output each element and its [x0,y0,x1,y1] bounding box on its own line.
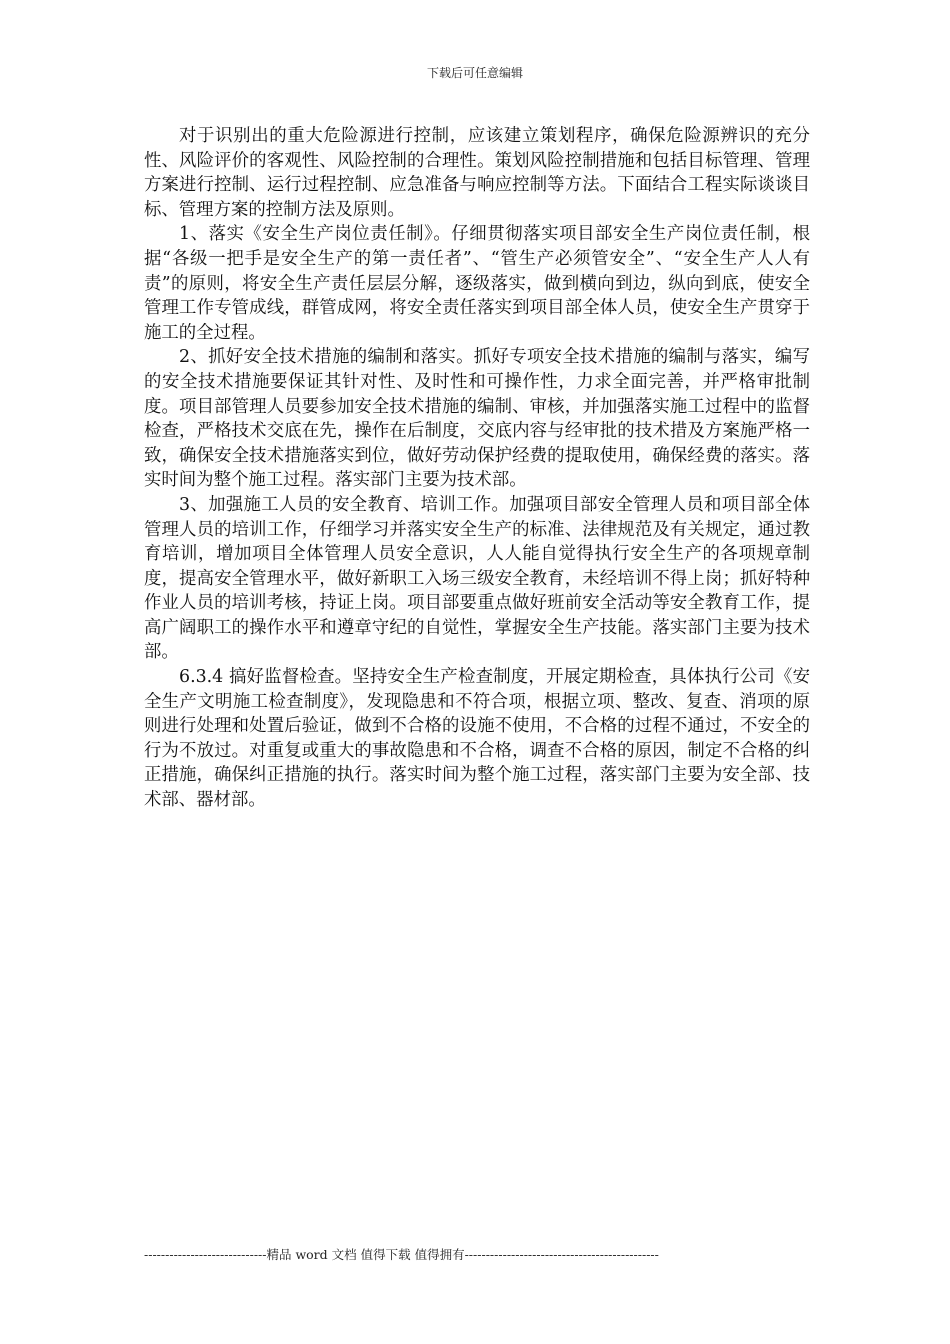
paragraph-training: 3、加强施工人员的安全教育、培训工作。加强项目部安全管理人员和项目部全体管理人员的培训工作，仔细学习并落实安全生产的标准、法律规范及有关规定，通过教育培训，增加项目全体管理人员安全意识，人人能自觉得执行安全生产的各项规章制度，提高安全管理水平，做好新职工入场三级安全教育，未经培训不得上岗；抓好特种作业人员的培训考核，持证上岗。项目部要重点做好班前安全活动等安全教育工作，提高广阔职工的操作水平和遵章守纪的自觉性，掌握安全生产技能。落实部门主要为技术部。 [144,494,810,663]
paragraph-inspection: 6.3.4 搞好监督检查。坚持安全生产检查制度，开展定期检查，具体执行公司《安全生产文明施工检查制度》，发现隐患和不符合项，根据立项、整改、复查、消项的原则进行处理和处置后验证，做到不合格的设施不使用，不合格的过程不通过，不安全的行为不放过。对重复或重大的事故隐患和不合格，调查不合格的原因，制定不合格的纠正措施，确保纠正措施的执行。落实时间为整个施工过程，落实部门主要为安全部、技术部、器材部。 [144,667,810,811]
page-footer: -----------------------------精品 word 文档 值得下载 值得拥有---------------------------------------------- [144,1247,659,1262]
document-body [144,124,810,813]
page-header: 下载后可任意编辑 [426,66,523,80]
paragraph-technical-measures: 2、抓好安全技术措施的编制和落实。抓好专项安全技术措施的编制与落实，编写的安全技术措施要保证其针对性、及时性和可操作性，力求全面完善，并严格审批制度。项目部管理人员要参加安全技术措施的编制、审核，并加强落实施工过程中的监督检查，严格技术交底在先，操作在后制度，交底内容与经审批的技术措及方案施严格一致，确保安全技术措施落实到位，做好劳动保护经费的提取使用，确保经费的落实。落实时间为整个施工过程。落实部门主要为技术部。 [144,347,810,491]
paragraph-intro: 对于识别出的重大危险源进行控制，应该建立策划程序，确保危险源辨识的充分性、风险评价的客观性、风险控制的合理性。策划风险控制措施和包括目标管理、管理方案进行控制、运行过程控制、应急准备与响应控制等方法。下面结合工程实际谈谈目标、管理方案的控制方法及原则。 [144,126,810,220]
paragraph-responsibility: 1、落实《安全生产岗位责任制》。仔细贯彻落实项目部安全生产岗位责任制，根据“各级一把手是安全生产的第一责任者”、“管生产必须管安全”、“安全生产人人有责”的原则，将安全生产责任层层分解，逐级落实，做到横向到边，纵向到底，使安全管理工作专管成线，群管成网，将安全责任落实到项目部全体人员，使安全生产贯穿于施工的全过程。 [144,224,810,343]
